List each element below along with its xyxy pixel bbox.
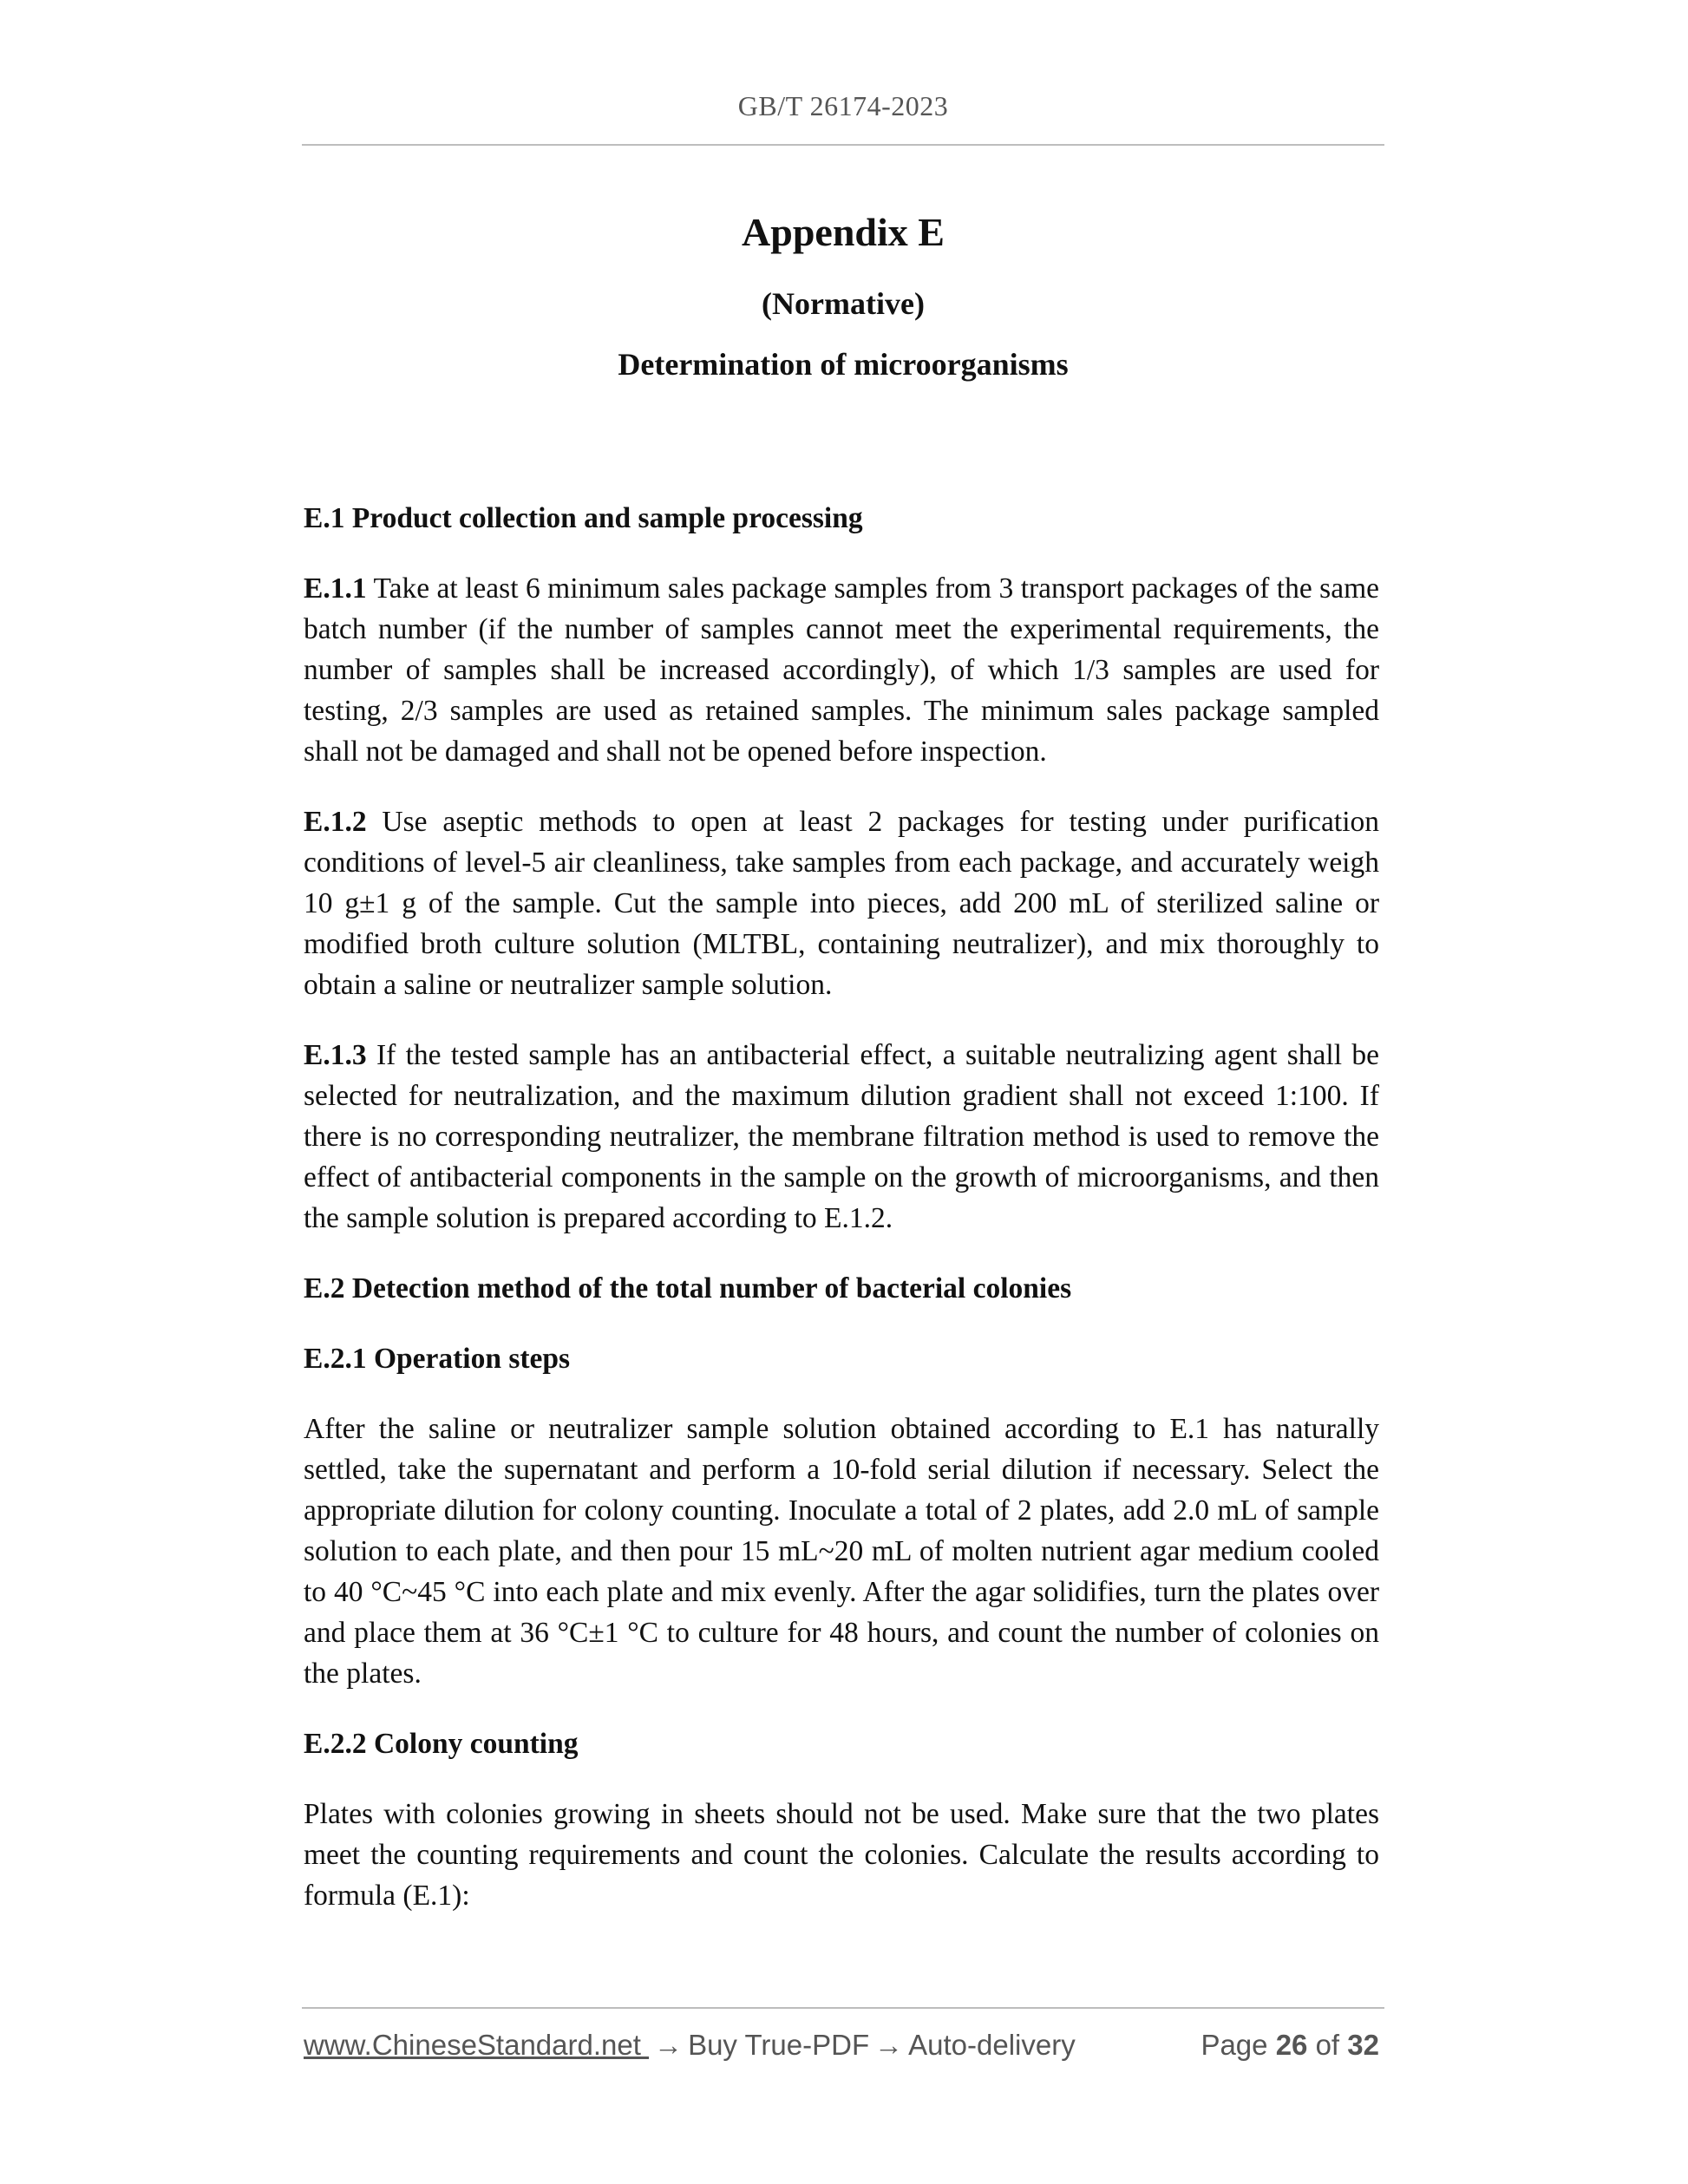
current-page-number: 26 [1275,2029,1308,2061]
page-indicator [1201,2026,1379,2064]
clause-text: If the tested sample has an antibacterial effect, a suitable neutralizing agent shall be selected for neutralization, and the maximum dilution gradient shall not exceed 1:100. If there is no corresponding neutralizer, the membrane filtration method is used to remove the effect of antibacterial components in the sample on the growth of microorganisms, and then the sample solution is prepared according to E.1.2. [304,1039,1379,1234]
clause-text: Take at least 6 minimum sales package samples from 3 transport packages of the same batch number (if the number of samples cannot meet the experimental requirements, the number of samples shall be increased accordingly), of which 1/3 samples are used for testing, 2/3 samples are used as retained samples. The minimum sales package sampled shall not be damaged and shall not be opened before inspection. [304,572,1379,768]
section-heading-e2: E.2 Detection method of the total number of bacterial colonies [304,1272,1072,1305]
clause-e1-2 [304,801,1379,1005]
footer-links [304,2026,1076,2064]
subsection-heading-e2-1: E.2.1 Operation steps [304,1343,571,1375]
buy-true-pdf-text: Buy True-PDF [688,2029,870,2061]
total-pages: 32 [1347,2029,1379,2061]
site-link[interactable]: www.ChineseStandard.net [304,2029,650,2061]
clause-e1-1 [304,568,1379,772]
paragraph-colony-counting: Plates with colonies growing in sheets should not be used. Make sure that the two plates meet the counting requirements and count the colonies. Calculate the results according to formula (E.1): [304,1798,1379,1912]
of-label: of [1315,2029,1340,2061]
subsection-heading-e2-2: E.2.2 Colony counting [304,1728,579,1760]
clause-number: E.1.2 [304,806,367,838]
document-body [304,498,1379,1945]
arrow-right-icon: → [654,2029,684,2061]
appendix-status: (Normative) [762,286,925,321]
arrow-right-icon: → [874,2029,904,2061]
auto-delivery-text: Auto-delivery [908,2029,1076,2061]
clause-number: E.1.1 [304,572,367,605]
paragraph-operation-steps: After the saline or neutralizer sample solution obtained according to E.1 has naturally settled, take the supernatant and perform a 10-fold serial dilution if necessary. Select the appropriate dilution for colony counting. Inoculate a total of 2 plates, add 2.0 mL of sample solution to each plate, and then pour 15 mL~20 mL of molten nutrient agar medium cooled to 40 °C~45 °C into each plate and mix evenly. After the agar solidifies, turn the plates over and place them at 36 °C±1 °C to culture for 48 hours, and count the number of colonies on the plates. [304,1413,1379,1690]
clause-number: E.1.3 [304,1039,367,1071]
clause-e1-3 [304,1035,1379,1239]
header-divider [302,144,1384,146]
footer-divider [302,2007,1384,2009]
standard-code-header: GB/T 26174-2023 [737,90,949,121]
appendix-subtitle: Determination of microorganisms [618,347,1069,382]
appendix-title: Appendix E [742,210,945,254]
page-label: Page [1201,2029,1268,2061]
section-heading-e1: E.1 Product collection and sample processing [304,502,863,534]
clause-text: Use aseptic methods to open at least 2 packages for testing under purification conditions of level-5 air cleanliness, take samples from each package, and accurately weigh 10 g±1 g of the sample. Cut the sample into pieces, add 200 mL of sterilized saline or modified broth culture solution (MLTBL, containing neutralizer), and mix thoroughly to obtain a saline or neutralizer sample solution. [304,806,1379,1001]
